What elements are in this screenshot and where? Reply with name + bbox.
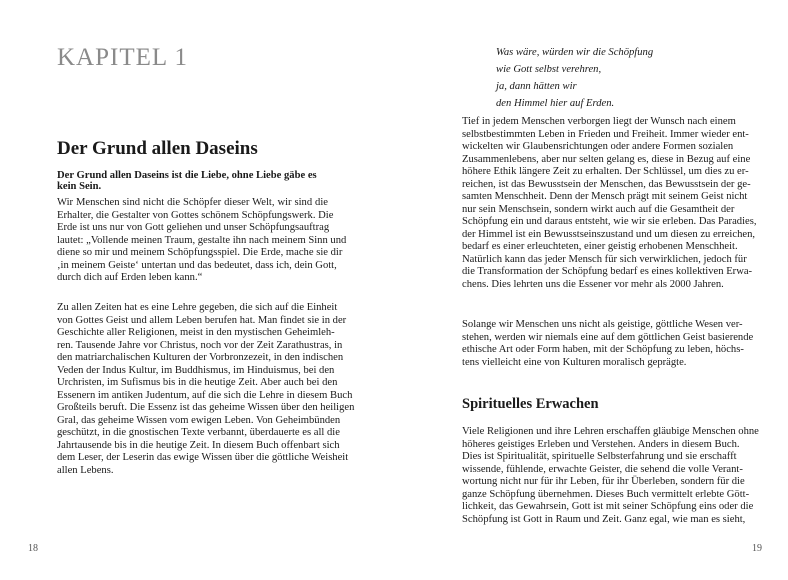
- text-line: wie Gott selbst verehren,: [496, 64, 602, 75]
- paragraph: [462, 319, 754, 369]
- text-line: samten Menschheit. Denn der Mensch prägt mit seinem Geist nicht: [462, 191, 748, 202]
- text-line: Jahrtausende bis in die heutige Zeit. In diesem Buch offenbart sich: [57, 439, 340, 451]
- text-line: der Himmel ist ein Bewusstseinszustand und um diesen zu erreichen,: [462, 228, 756, 240]
- epigraph-poem: [496, 44, 653, 112]
- paragraph: [57, 197, 347, 285]
- text-line: Gral, das geheime Wissen vom ewigen Leben. Von Geheimbünden: [57, 414, 341, 426]
- lead-sentence: Der Grund allen Daseins ist die Liebe, ohne Liebe gäbe es kein Sein.: [57, 170, 317, 192]
- text-line: Veden der Indus Kultur, im Buddhismus, im Hinduismus, bei den: [57, 364, 335, 376]
- text-line: nur sein Menschsein, sondern wirkt auch auf die Gesamtheit der: [462, 203, 735, 215]
- text-line: den Himmel hier auf Erden.: [496, 98, 615, 109]
- text-line: dem Leser, der Leserin das ewige Wissen über die göttliche Weisheit: [57, 452, 349, 463]
- text-line: durch dich auf Erden leben kann.“: [57, 272, 203, 283]
- text-line: Urchristen, im Sufismus bis in die heutige Zeit. Aber auch bei den: [57, 377, 338, 388]
- paragraph: [462, 116, 757, 291]
- text-line: chens. Dies lehrten uns die Essener vor mehr als 2000 Jahren.: [462, 278, 724, 290]
- text-line: Dies ist Spiritualität, spirituelle Selbsterfahrung und sie erschafft: [462, 451, 737, 462]
- subsection-title: Spirituelles Erwachen: [462, 396, 599, 412]
- text-line: diene so mir und meinem Schöpfungsspiel. Die Erde, mache sie dir: [57, 247, 343, 258]
- text-line: Erde ist uns nur von Gott geliehen und unser Schöpfungsauftrag: [57, 222, 330, 233]
- text-line: lichkeit, das Gewahrsein, Gott ist mit seiner Schöpfung eins oder die: [462, 501, 754, 512]
- text-line: Schöpfung ein und daraus entsteht, wie wir sie erleben. Das Paradies,: [462, 216, 757, 227]
- paragraph: [57, 302, 355, 477]
- text-line: ganze Schöpfung übernehmen. Dieses Buch vermittelt erlebte Gött-: [462, 488, 750, 500]
- text-line: ren. Tausende Jahre vor Christus, noch vor der Zeit Zarathustras, in: [57, 339, 343, 351]
- right-page: [394, 0, 788, 580]
- page-number: 18: [28, 543, 38, 554]
- chapter-heading: KAPITEL 1: [57, 44, 188, 71]
- text-line: Tief in jedem Menschen verborgen liegt der Wunsch nach einem: [462, 116, 736, 127]
- text-line: reichen, ist das Bewusstsein der Menschen, das Bewusstsein der ge-: [462, 178, 751, 190]
- text-line: wortung nicht nur für ihr Leben, für ihr Überleben, sondern für die: [462, 476, 745, 487]
- text-line: Was wäre, würden wir die Schöpfung: [496, 47, 654, 58]
- text-line: Zu allen Zeiten hat es eine Lehre gegeben, die sich auf die Einheit: [57, 302, 338, 313]
- text-line: stehen, werden wir niemals eine auf dem göttlichen Geist basierende: [462, 331, 754, 343]
- text-line: wickelten wir Glaubensrichtungen oder andere Formen sozialen: [462, 141, 734, 152]
- text-line: ethische Art oder Form haben, mit der Schöpfung zu leben, höchs-: [462, 344, 744, 355]
- text-line: die Transformation der Schöpfung bedarf es eines kollektiven Erwa-: [462, 266, 753, 277]
- text-line: selbstbestimmten Leben in Frieden und Freiheit. Immer wieder ent-: [462, 128, 749, 140]
- text-line: Solange wir Menschen uns nicht als geistige, göttliche Wesen ver-: [462, 319, 743, 330]
- text-line: ja, dann hätten wir: [496, 81, 577, 92]
- text-line: Großteils beruft. Die Essenz ist das geheime Wissen über den heiligen: [57, 402, 355, 413]
- text-line: tens vielleicht eine von Kulturen moralisch geprägte.: [462, 356, 687, 368]
- text-line: geschützt, in die gnostischen Texte verbannt, überdauerte es all die: [57, 427, 340, 438]
- text-line: Natürlich kann das jeder Mensch für sich verwirklichen, jedoch für: [462, 253, 747, 265]
- text-line: Viele Religionen und ihre Lehren erschaffen gläubige Menschen ohne: [462, 426, 759, 437]
- text-line: Zusammenlebens, aber nur selten gelang es, diese in Bezug auf eine: [462, 153, 751, 165]
- page-number: 19: [752, 543, 762, 554]
- text-line: höheres geistiges Erleben und Verstehen. Anders in diesem Buch.: [462, 438, 740, 450]
- text-line: Essenern im antiken Judentum, auf die sich die Lehre in diesem Buch: [57, 389, 353, 401]
- text-line: von Gottes Geist und allem Leben berufen hat. Man findet sie in der: [57, 314, 347, 326]
- section-title: Der Grund allen Daseins: [57, 138, 258, 159]
- text-line: ‚in meinem Geiste‘ untertan und das bedeutet, dass ich, dein Gott,: [57, 259, 337, 271]
- text-line: höhere Ethik längere Zeit zu erhalten. Der Schlüssel, um dies zu er-: [462, 166, 749, 177]
- text-line: allen Lebens.: [57, 464, 114, 476]
- text-line: wissende, fühlende, erwachte Geister, die sehend die volle Verant-: [462, 463, 743, 475]
- text-line: Wir Menschen sind nicht die Schöpfer dieser Welt, wir sind die: [57, 197, 328, 208]
- text-line: den matriarchalischen Kulturen der Vorbronzezeit, in den indischen: [57, 352, 344, 363]
- text-line: lautet: „Vollende meinen Traum, gestalte ihn nach meinem Sinn und: [57, 234, 347, 246]
- text-line: Geschichte aller Religionen, meist in den mystischen Geheimleh-: [57, 327, 335, 338]
- paragraph: [462, 426, 759, 526]
- text-line: Erhalter, die Gestalter von Gottes schönem Schöpfungswerk. Die: [57, 209, 334, 221]
- text-line: bedarf es einer erleuchteten, einer geistig erhobenen Menschheit.: [462, 241, 738, 252]
- text-line: Schöpfung ist Gott in Raum und Zeit. Ganz egal, wie man es sieht,: [462, 513, 746, 525]
